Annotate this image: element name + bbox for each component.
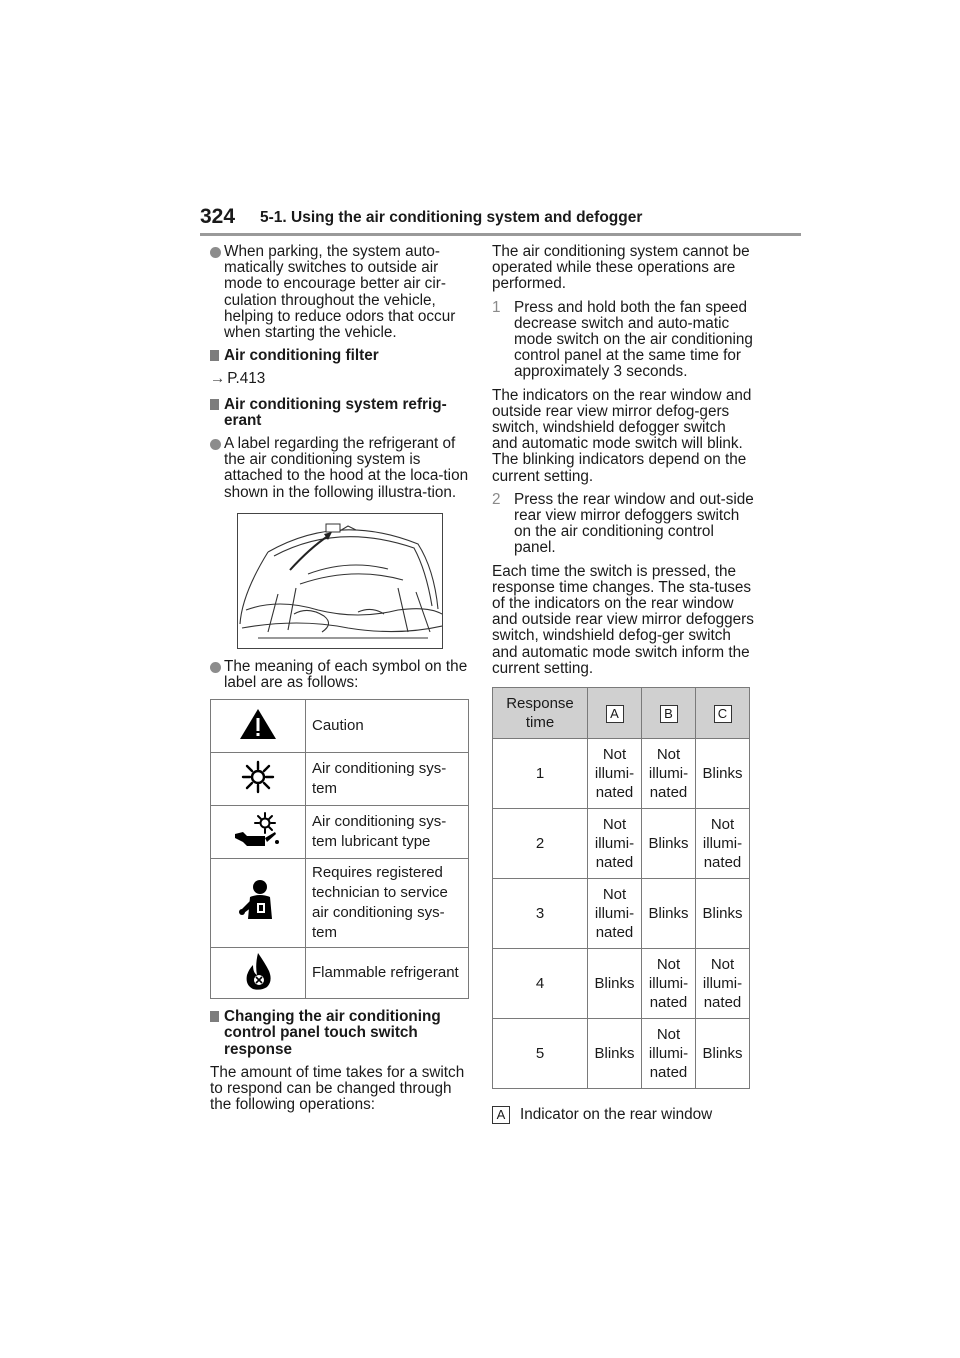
symbol-description: Air conditioning sys-tem lubricant type: [306, 806, 469, 859]
symbol-description: Caution: [306, 700, 469, 753]
table-cell: Not illumi-nated: [642, 739, 696, 809]
column-header: Response time: [493, 688, 588, 739]
column-header: [642, 688, 696, 739]
paragraph-indicators-blink: The indicators on the rear window and outside rear view mirror defog-gers switch, windshield defogger switch and automatic mode switch will blink. The blinking indicators depend on the current setting.: [492, 386, 752, 485]
symbol-row: [211, 700, 469, 753]
table-cell: Blinks: [642, 879, 696, 949]
page-number: 324: [200, 205, 236, 228]
section-title: 5-1. Using the air conditioning system and defogger: [260, 209, 643, 226]
bullet-text: A label regarding the refrigerant of the air conditioning system is attached to the hood at the loca-tion shown in the following illustra-tion.: [224, 435, 469, 501]
bullet-symbol-meaning: [210, 659, 472, 691]
label-box: A: [606, 705, 624, 723]
bullet-text: The meaning of each symbol on the label are as follows:: [224, 657, 468, 692]
symbol-icon-cell: [211, 948, 306, 999]
label-box: A: [492, 1106, 510, 1124]
paragraph-response-change: Each time the switch is pressed, the response time changes. The sta-tuses of the indicators on the rear window and outside rear view mirror defoggers switch, windshield defog-ger switch and automatic mode switch inform the current setting.: [492, 562, 754, 677]
caution-icon: [238, 707, 278, 741]
step-text: Press the rear window and out-side rear view mirror defoggers switch on the air conditioning control panel.: [514, 490, 754, 557]
heading-text: Air conditioning system refrig-erant: [224, 395, 447, 429]
symbol-row: [211, 859, 469, 948]
table-cell: Not illumi-nated: [588, 739, 642, 809]
symbol-description: Requires registered technician to service air conditioning sys-tem: [306, 859, 469, 948]
table-cell: Blinks: [588, 949, 642, 1019]
symbol-icon-cell: [211, 859, 306, 948]
page-reference-text: P.413: [227, 370, 266, 388]
label-box: B: [660, 705, 678, 723]
table-cell: Blinks: [696, 879, 750, 949]
symbol-icon-cell: [211, 753, 306, 806]
heading-text: Air conditioning filter: [224, 347, 379, 365]
heading-text: Changing the air conditioning control panel touch switch response: [224, 1008, 441, 1058]
symbol-row: [211, 806, 469, 859]
snowflake-icon: [241, 760, 275, 794]
table-cell: Not illumi-nated: [696, 949, 750, 1019]
column-header: [588, 688, 642, 739]
symbol-icon-cell: [211, 806, 306, 859]
table-row: [493, 809, 750, 879]
paragraph-response: The amount of time takes for a switch to respond can be changed through the following operations:: [210, 1063, 465, 1114]
technician-icon: [238, 879, 278, 923]
hood-label-illustration: [237, 513, 443, 649]
right-column: [492, 244, 754, 1123]
table-cell: 4: [493, 949, 588, 1019]
table-cell: 1: [493, 739, 588, 809]
column-header: [696, 688, 750, 739]
table-cell: 2: [493, 809, 588, 879]
bullet-dot: [210, 439, 221, 450]
left-column: [210, 244, 472, 1120]
bullet-dot: [210, 662, 221, 673]
step-number: 2: [492, 490, 501, 508]
table-row: [493, 1019, 750, 1089]
step-2: [492, 492, 754, 557]
table-cell: 5: [493, 1019, 588, 1089]
arrow-right-icon: →: [210, 370, 226, 388]
heading-air-filter: [210, 348, 472, 364]
response-time-table: [492, 687, 750, 1089]
step-number: 1: [492, 298, 501, 316]
table-cell: Blinks: [642, 809, 696, 879]
heading-touch-response: [210, 1009, 472, 1058]
header-divider: [200, 233, 801, 236]
symbol-description: Air conditioning sys-tem: [306, 753, 469, 806]
symbol-description: Flammable refrigerant: [306, 948, 469, 999]
symbol-table: [210, 699, 469, 999]
bullet-label-location: [210, 436, 472, 501]
table-cell: Not illumi-nated: [588, 809, 642, 879]
symbol-icon-cell: [211, 700, 306, 753]
symbol-row: [211, 753, 469, 806]
symbol-row: [211, 948, 469, 999]
table-row: [493, 739, 750, 809]
step-1: [492, 300, 754, 381]
table-row: [493, 949, 750, 1019]
table-row: [493, 879, 750, 949]
flame-icon: [243, 951, 273, 991]
table-cell: Blinks: [588, 1019, 642, 1089]
table-cell: Not illumi-nated: [588, 879, 642, 949]
page-reference-link[interactable]: [210, 371, 472, 387]
indicator-legend: [492, 1107, 754, 1123]
step-text: Press and hold both the fan speed decrease switch and auto-matic mode switch on the air conditioning control panel at the same time for approximately 3 seconds.: [514, 298, 753, 381]
table-cell: 3: [493, 879, 588, 949]
indicator-text: Indicator on the rear window: [520, 1106, 713, 1124]
table-cell: Blinks: [696, 739, 750, 809]
label-box: C: [714, 705, 732, 723]
table-cell: Not illumi-nated: [642, 949, 696, 1019]
table-header-row: [493, 688, 750, 739]
table-cell: Not illumi-nated: [642, 1019, 696, 1089]
table-cell: Blinks: [696, 1019, 750, 1089]
bullet-dot: [210, 247, 221, 258]
heading-refrigerant: [210, 397, 472, 429]
heading-marker: [210, 1011, 219, 1022]
table-cell: Not illumi-nated: [696, 809, 750, 879]
oil-can-snowflake-icon: [231, 812, 285, 848]
bullet-parking: [210, 244, 472, 341]
paragraph-cannot-operate: The air conditioning system cannot be operated while these operations are performed.: [492, 243, 750, 293]
heading-marker: [210, 399, 219, 410]
heading-marker: [210, 350, 219, 361]
bullet-text: When parking, the system auto-matically switches to outside air mode to encourage better air cir-culation throughout the vehicle, helping to reduce odors that occur when starting the vehicle.: [224, 243, 456, 342]
